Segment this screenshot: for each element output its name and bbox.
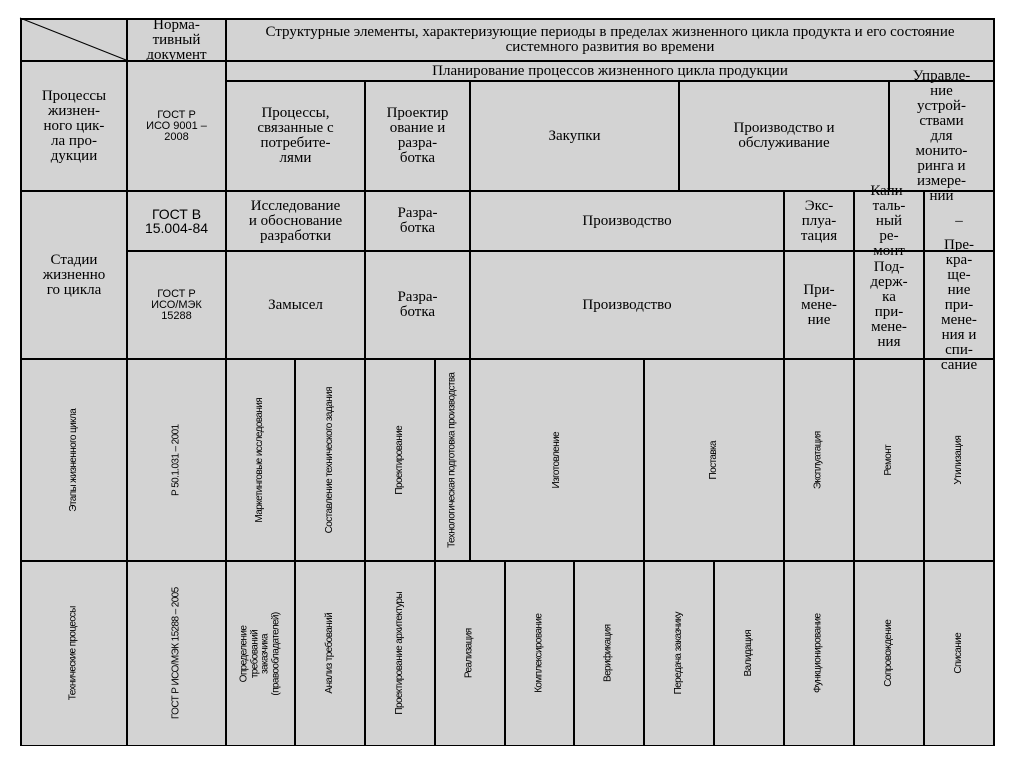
header-doc-label-text: Норма- тивный документ [146,16,207,63]
doc-iso9001 [127,61,226,191]
row-label-processes-text: Процессы жизнен- ного цик- ла про- дукции [41,87,107,164]
planning-header-text: Планирование процессов жизненного цикла продукции [432,62,788,79]
doc-gost-v-15004-text: ГОСТ В 15.004-84 [144,206,209,236]
stage-operation-text: Экс- плуа- тация [800,197,838,244]
tp-verification [574,561,644,746]
tp-operation [784,561,854,746]
stage-development-b [365,251,470,359]
lc-operation-text: Эксплуатация [812,431,824,489]
stage-concept-text: Замысел [268,296,323,313]
lc-manufacturing [470,359,644,561]
processes-purchasing-text: Закупки [548,127,601,144]
stage-overhaul [854,182,924,259]
header-title-text: Структурные элементы, характеризующие периоды в пределах жизненного цикла продукта и его состояние системного развития во времени [265,24,955,55]
stage-production-b-text: Производство [582,296,672,313]
row-label-technical-text: Технические процессы [67,606,79,701]
tp-implementation-text: Реализация [463,628,475,679]
doc-gost-15288-a [127,251,226,359]
lc-repair [854,359,924,561]
tp-disposal-text: Списание [952,633,964,674]
tp-integration-text: Комплексирование [533,613,545,694]
stage-production-a [470,191,784,251]
row-label-technical [21,561,127,746]
lc-repair-text: Ремонт [882,444,894,476]
stage-support-text: Под- держ- ка при- мене- ния [870,259,908,350]
stage-operation [784,191,854,251]
stage-retirement-text: Пре- кра- ще- ние при- мене- ния и спи- сание [940,236,978,373]
tp-architecture [365,561,435,746]
row-label-processes [21,61,127,191]
planning-header [226,61,994,81]
corner-cell [21,19,127,61]
processes-production [679,81,889,191]
lifecycle-table [20,18,995,746]
lc-tech-prep [435,359,470,561]
stage-retirement [924,236,994,373]
stage-research [226,191,365,251]
stage-research-text: Исследование и обоснование разработки [248,197,343,244]
stage-use-text: При- мене- ние [801,281,837,328]
tp-maintenance [854,561,924,746]
tp-maintenance-text: Сопровождение [882,620,894,687]
header-title [226,19,994,61]
lc-design [365,359,435,561]
tp-transition-text: Передача заказчику [672,612,684,695]
processes-production-text: Производство и обслуживание [733,120,835,151]
tp-analysis-text: Анализ требований [323,613,335,694]
lc-operation [784,359,854,561]
lc-tech-prep-text: Технологическая подготовка производства [446,372,458,548]
tp-verification-text: Верификация [602,624,614,683]
tp-architecture-text: Проектирование архитектуры [393,592,405,715]
row-label-lifecycle [21,359,127,561]
tp-validation [714,561,784,746]
doc-r50 [127,359,226,561]
stage-overhaul-text: Капи- таль- ный ре- монт [870,182,908,259]
stage-production-b [470,251,784,359]
tp-integration [505,561,574,746]
doc-iso9001-text: ГОСТ Р ИСО 9001 – 2008 [146,108,207,143]
header-doc-label [127,16,226,63]
doc-gost-v-15004 [127,191,226,251]
lc-spec [295,359,365,561]
row-label-lifecycle-text: Этапы жизненного цикла [67,408,79,512]
stage-dash-text: – [955,212,963,229]
lc-marketing-text: Маркетинговые исследования [254,397,266,523]
stage-concept [226,251,365,359]
lc-marketing [226,359,295,561]
tp-transition [644,561,714,746]
processes-design-text: Проектир ование и разра- ботка [386,105,449,166]
tp-analysis [295,561,365,746]
processes-design [365,81,470,191]
processes-purchasing [470,81,679,191]
lc-delivery-text: Поставка [707,440,719,480]
tp-disposal [924,561,994,746]
stage-use [784,251,854,359]
doc-gost-15288-a-text: ГОСТ Р ИСО/МЭК 15288 [151,287,202,322]
tp-operation-text: Функционирование [812,613,824,694]
stage-development-a-text: Разра- ботка [397,205,438,236]
tp-requirements [226,561,295,746]
lc-delivery [644,359,784,561]
processes-monitoring-text: Управле- ние устрой- ствами для монито- ринга и измере- ний [912,67,971,204]
stage-development-a [365,191,470,251]
row-label-stages-text: Стадии жизненно го цикла [42,251,106,298]
stage-development-b-text: Разра- ботка [397,289,438,320]
processes-customer [226,81,365,191]
processes-customer-text: Процессы, связанные с потребите- лями [257,105,334,166]
lc-disposal [924,359,994,561]
doc-gost-15288-b-text: ГОСТ Р ИСО/МЭК 15288 – 2005 [170,587,182,720]
processes-monitoring [889,67,994,204]
doc-r50-text: Р 50.1.031 – 2001 [170,424,182,496]
lc-manufacturing-text: Изготовление [550,431,562,489]
lc-disposal-text: Утилизация [952,435,964,485]
tp-requirements-text: Определение требований заказчика (правообладателей) [238,611,281,696]
tp-validation-text: Валидация [742,630,754,677]
lc-spec-text: Составление технического задания [323,386,335,534]
row-label-stages [21,191,127,359]
stage-support [854,251,924,359]
doc-gost-15288-b [127,561,226,746]
tp-implementation [435,561,505,746]
stage-production-a-text: Производство [582,212,672,229]
lc-design-text: Проектирование [393,425,405,495]
